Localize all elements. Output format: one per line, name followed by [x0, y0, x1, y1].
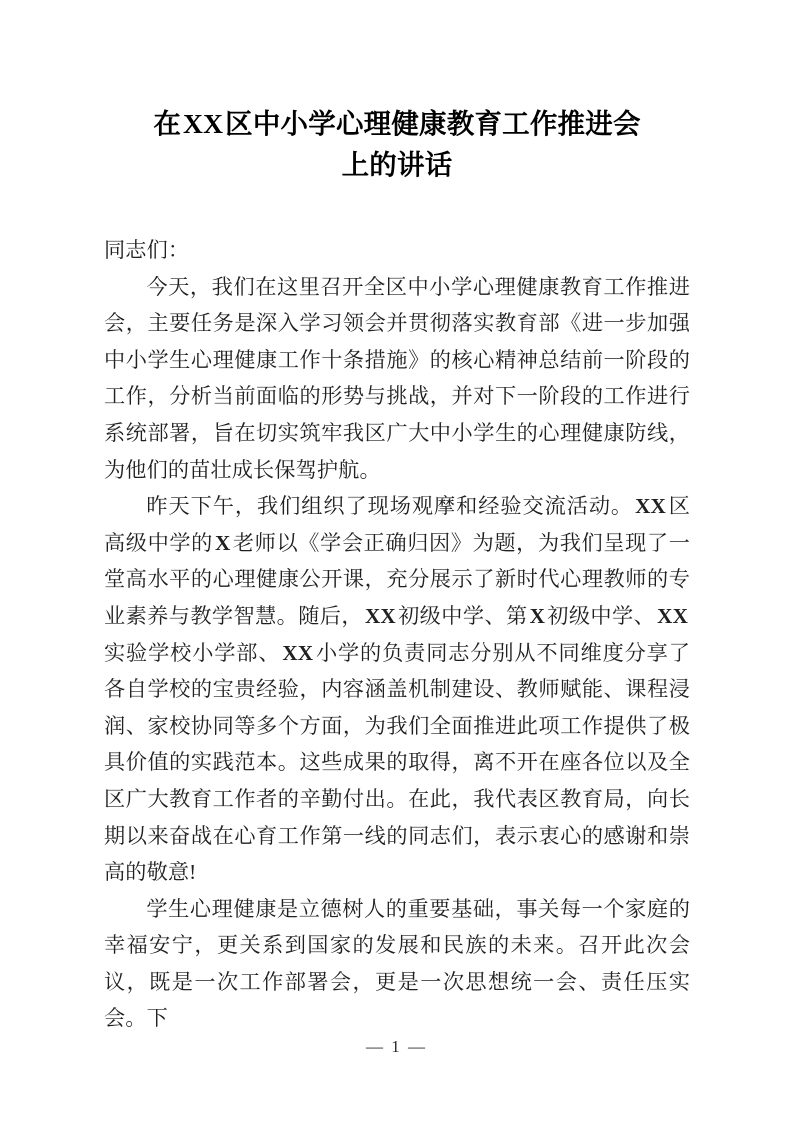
- salutation: 同志们：: [104, 238, 190, 262]
- document-body: [104, 232, 690, 1037]
- title-line-2: 上的讲话: [341, 149, 453, 180]
- latin-placeholder: X: [529, 603, 545, 628]
- latin-placeholder: X: [214, 530, 231, 555]
- latin-placeholder: XX: [282, 640, 314, 665]
- page-title: [104, 103, 690, 185]
- body-paragraph-2: 昨天下午，我们组织了现场观摩和经验交流活动。XX区高级中学的X老师以《学会正确归因》为题，为我们呈现了一堂高水平的心理健康公开课，充分展示了新时代心理教师的专业素养与教学智慧。随后，XX初级中学、第X初级中学、XX实验学校小学部、XX小学的负责同志分别从不同维度分享了各自学校的宝贵经验，内容涵盖机制建设、教师赋能、课程浸润、家校协同等多个方面，为我们全面推进此项工作提供了极具价值的实践范本。这些成果的取得，离不开在座各位以及全区广大教育工作者的辛勤付出。在此，我代表区教育局，向长期以来奋战在心育工作第一线的同志们，表示衷心的感谢和崇高的敬意!: [104, 494, 691, 885]
- latin-placeholder: XX: [657, 603, 688, 628]
- body-paragraph-3: 学生心理健康是立德树人的重要基础，事关每一个家庭的幸福安宁，更关系到国家的发展和民族的未来。召开此次会议，既是一次工作部署会，更是一次思想统一会、责任压实会。下: [104, 896, 690, 1031]
- latin-placeholder: XX: [364, 603, 396, 628]
- title-line-1: 在XX区中小学心理健康教育工作推进会: [153, 108, 641, 139]
- body-paragraph-1: 今天，我们在这里召开全区中小学心理健康教育工作推进会，主要任务是深入学习领会并贯彻落实教育部《进一步加强中小学生心理健康工作十条措施》的核心精神总结前一阶段的工作，分析当前面临的形势与挑战，并对下一阶段的工作进行系统部署，旨在切实筑牢我区广大中小学生的心理健康防线，为他们的苗壮成长保驾护航。: [104, 274, 690, 482]
- latin-placeholder: XX: [635, 494, 666, 519]
- page-footer: — 1 —: [366, 1037, 427, 1056]
- latin-placeholder: XX: [183, 108, 224, 139]
